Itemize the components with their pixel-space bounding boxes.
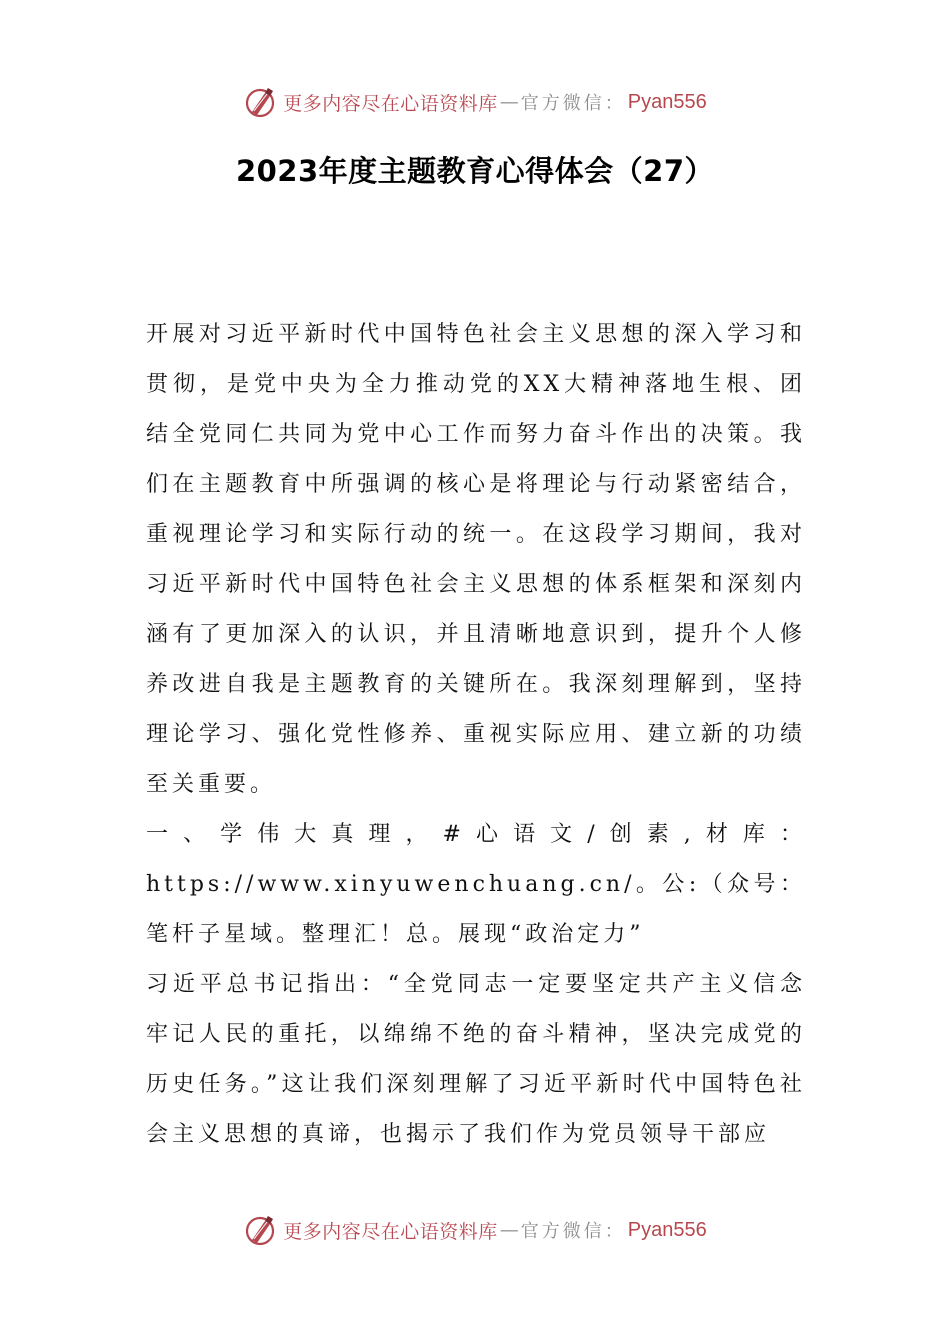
header-watermark-banner <box>0 82 950 122</box>
banner-wechat-id: Pyan556 <box>627 1218 707 1241</box>
pen-nib-logo-icon <box>243 84 279 120</box>
banner-separator: — <box>499 91 519 113</box>
paragraph-section-one-heading: 一、学伟大真理，#心语文/创素,材库：https://www.xinyuwenchuang.cn/。公:（众号：笔杆子星域。整理汇！总。展现“政治定力” <box>146 822 806 947</box>
document-title: 2023年度主题教育心得体会（27） <box>235 154 715 188</box>
footer-watermark-banner <box>0 1210 950 1250</box>
banner-official-label: 官方微信： <box>520 93 626 114</box>
document-body <box>146 310 806 1160</box>
banner-official-label: 官方微信： <box>520 1221 626 1242</box>
paragraph-quote: 习近平总书记指出：“全党同志一定要坚定共产主义信念牢记人民的重托，以绵绵不绝的奋斗精神，坚决完成党的历史任务。”这让我们深刻理解了习近平新时代中国特色社会主义思想的真谛，也揭示了我们作为党员领导干部应 <box>146 972 806 1147</box>
banner-separator: — <box>499 1219 519 1241</box>
pen-nib-logo-icon <box>243 1212 279 1248</box>
paragraph-intro: 开展对习近平新时代中国特色社会主义思想的深入学习和贯彻，是党中央为全力推动党的XX大精神落地生根、团结全党同仁共同为党中心工作而努力奋斗作出的决策。我们在主题教育中所强调的核心是将理论与行动紧密结合，重视理论学习和实际行动的统一。在这段学习期间，我对习近平新时代中国特色社会主义思想的体系框架和深刻内涵有了更加深入的认识，并且清晰地意识到，提升个人修养改进自我是主题教育的关键所在。我深刻理解到，坚持理论学习、强化党性修养、重视实际应用、建立新的功绩至关重要。 <box>146 322 806 797</box>
banner-text: 更多内容尽在心语资料库 <box>283 92 498 115</box>
banner-text: 更多内容尽在心语资料库 <box>283 1220 498 1243</box>
banner-wechat-id: Pyan556 <box>627 90 707 113</box>
